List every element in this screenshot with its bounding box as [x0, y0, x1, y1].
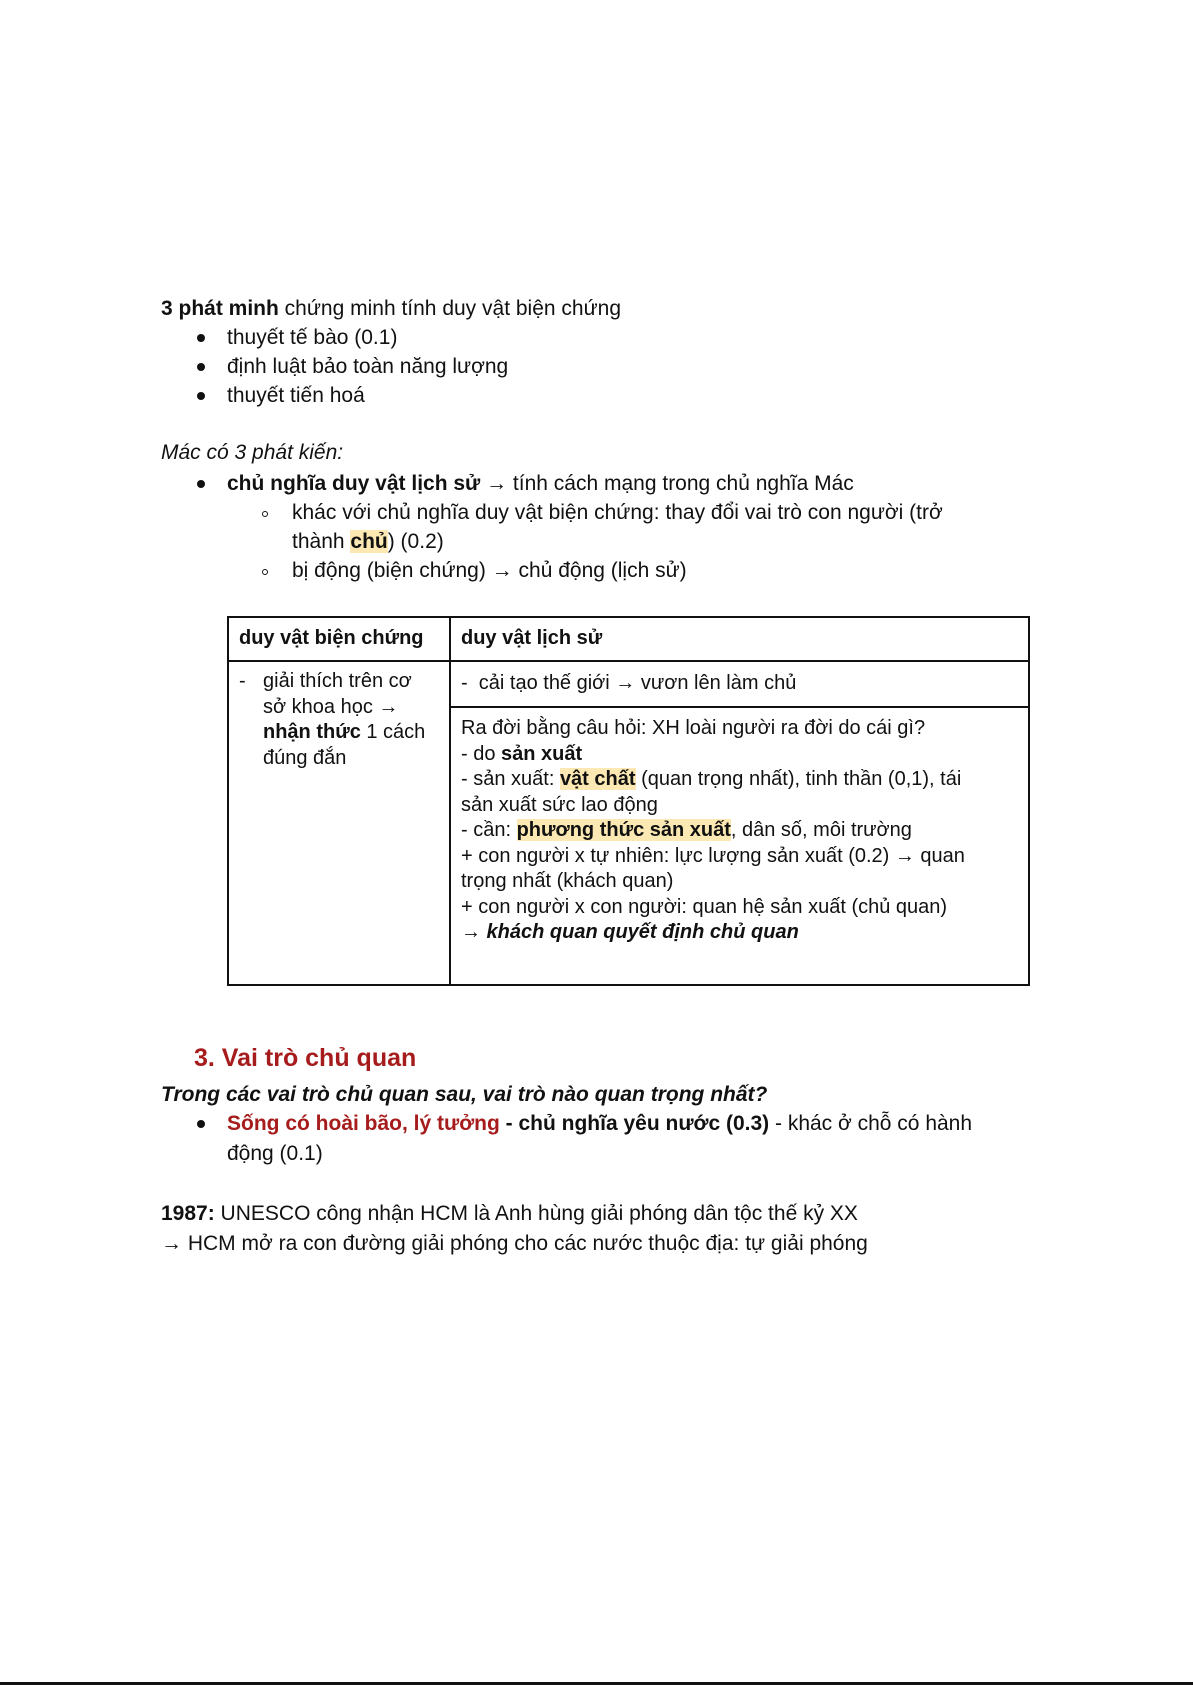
left-line-c — [263, 720, 425, 746]
comparison-table — [227, 616, 1030, 986]
left-dash: - — [239, 670, 246, 692]
right-line-3-highlight: vật chất — [559, 768, 636, 790]
table-header-row — [228, 617, 1029, 661]
right-line-1: Ra đời bằng câu hỏi: XH loài người ra đời do cái gì? — [461, 717, 926, 739]
right-line-5-highlight: phương thức sản xuất — [516, 819, 731, 841]
left-line-c-rest: 1 cách — [360, 721, 426, 743]
inventions-heading-rest: chứng minh tính duy vật biện chứng — [278, 297, 621, 320]
section-3-item-rest: - khác ở chỗ có hành — [769, 1112, 973, 1135]
right-line-6: + con người x tự nhiên: lực lượng sản xuất (0.2) → quan — [461, 844, 965, 867]
inventions-heading — [161, 295, 621, 322]
right-line-8: + con người x con người: quan hệ sản xuất (chủ quan) — [461, 895, 948, 918]
marx-sub-1-text-b: ) (0.2) — [387, 530, 444, 553]
right-line-7: trọng nhất (khách quan) — [461, 870, 674, 892]
right-line-9: → khách quan quyết định chủ quan — [461, 921, 799, 943]
left-cell-content — [239, 669, 439, 771]
right-line-4: sản xuất sức lao động — [461, 793, 658, 816]
table-header-right: duy vật lịch sử — [450, 617, 1029, 661]
left-line-a: giải thích trên cơ — [263, 670, 412, 692]
inventions-heading-bold: 3 phát minh — [161, 297, 279, 320]
section-3-item — [227, 1110, 972, 1137]
right-line-5-a: - cần: — [461, 819, 517, 841]
section-3-item-bold: - chủ nghĩa yêu nước (0.3) — [499, 1112, 770, 1135]
right-line-2-a: - do — [461, 742, 502, 765]
marx-item-1-rest: → tính cách mạng trong chủ nghĩa Mác — [480, 472, 854, 495]
table-cell-right-bottom — [450, 707, 1029, 985]
unesco-line-2: → HCM mở ra con đường giải phóng cho các nước thuộc địa: tự giải phóng — [161, 1232, 868, 1255]
right-line-3-a: - sản xuất: — [461, 768, 560, 790]
marx-heading: Mác có 3 phát kiến: — [161, 441, 344, 464]
right-line-3 — [461, 767, 1018, 793]
table-row — [228, 661, 1029, 707]
marx-sub-1-highlight: chủ — [350, 530, 388, 553]
sub-bullet-icon — [262, 511, 268, 517]
bullet-icon — [197, 363, 205, 371]
marx-item-1 — [227, 470, 854, 497]
left-line-c-bold: nhận thức — [263, 721, 361, 743]
right-line-3-b: (quan trọng nhất), tinh thần (0,1), tái — [635, 768, 962, 790]
bullet-icon — [197, 480, 205, 488]
table-cell-left — [228, 661, 450, 985]
left-cell-text — [263, 669, 425, 771]
section-3-question: Trong các vai trò chủ quan sau, vai trò nào quan trọng nhất? — [161, 1083, 768, 1106]
marx-item-1-bold: chủ nghĩa duy vật lịch sử — [227, 472, 481, 495]
marx-sub-1-text-a: thành — [292, 530, 351, 553]
section-3-item-red: Sống có hoài bão, lý tưởng — [227, 1112, 500, 1135]
unesco-line-1 — [161, 1200, 858, 1227]
invention-item-2: định luật bảo toàn năng lượng — [227, 355, 509, 378]
bullet-icon — [197, 1120, 205, 1128]
table-cell-right-top: - cải tạo thế giới → vươn lên làm chủ — [450, 661, 1029, 707]
right-line-5 — [461, 818, 1018, 844]
unesco-year: 1987: — [161, 1202, 215, 1225]
sub-bullet-icon — [262, 569, 268, 575]
unesco-line-1-rest: UNESCO công nhận HCM là Anh hùng giải phóng dân tộc thế kỷ XX — [214, 1202, 858, 1225]
table-header-left: duy vật biện chứng — [228, 617, 450, 661]
left-line-b: sở khoa học → — [263, 695, 399, 718]
invention-item-3: thuyết tiến hoá — [227, 384, 365, 407]
marx-sub-1-line-1: khác với chủ nghĩa duy vật biện chứng: thay đổi vai trò con người (trở — [292, 501, 943, 524]
right-line-2-bold: sản xuất — [501, 742, 583, 765]
section-3-item-line-2: động (0.1) — [227, 1142, 323, 1165]
right-line-2 — [461, 742, 1018, 768]
bullet-icon — [197, 334, 205, 342]
marx-sub-2: bị động (biện chứng) → chủ động (lịch sử) — [292, 559, 687, 582]
invention-item-1: thuyết tế bào (0.1) — [227, 326, 398, 349]
marx-sub-1-line-2 — [292, 528, 444, 555]
bullet-icon — [197, 392, 205, 400]
right-line-5-b: , dân số, môi trường — [730, 819, 912, 841]
left-line-d: đúng đắn — [263, 746, 347, 769]
section-3-heading: 3. Vai trò chủ quan — [194, 1044, 417, 1072]
